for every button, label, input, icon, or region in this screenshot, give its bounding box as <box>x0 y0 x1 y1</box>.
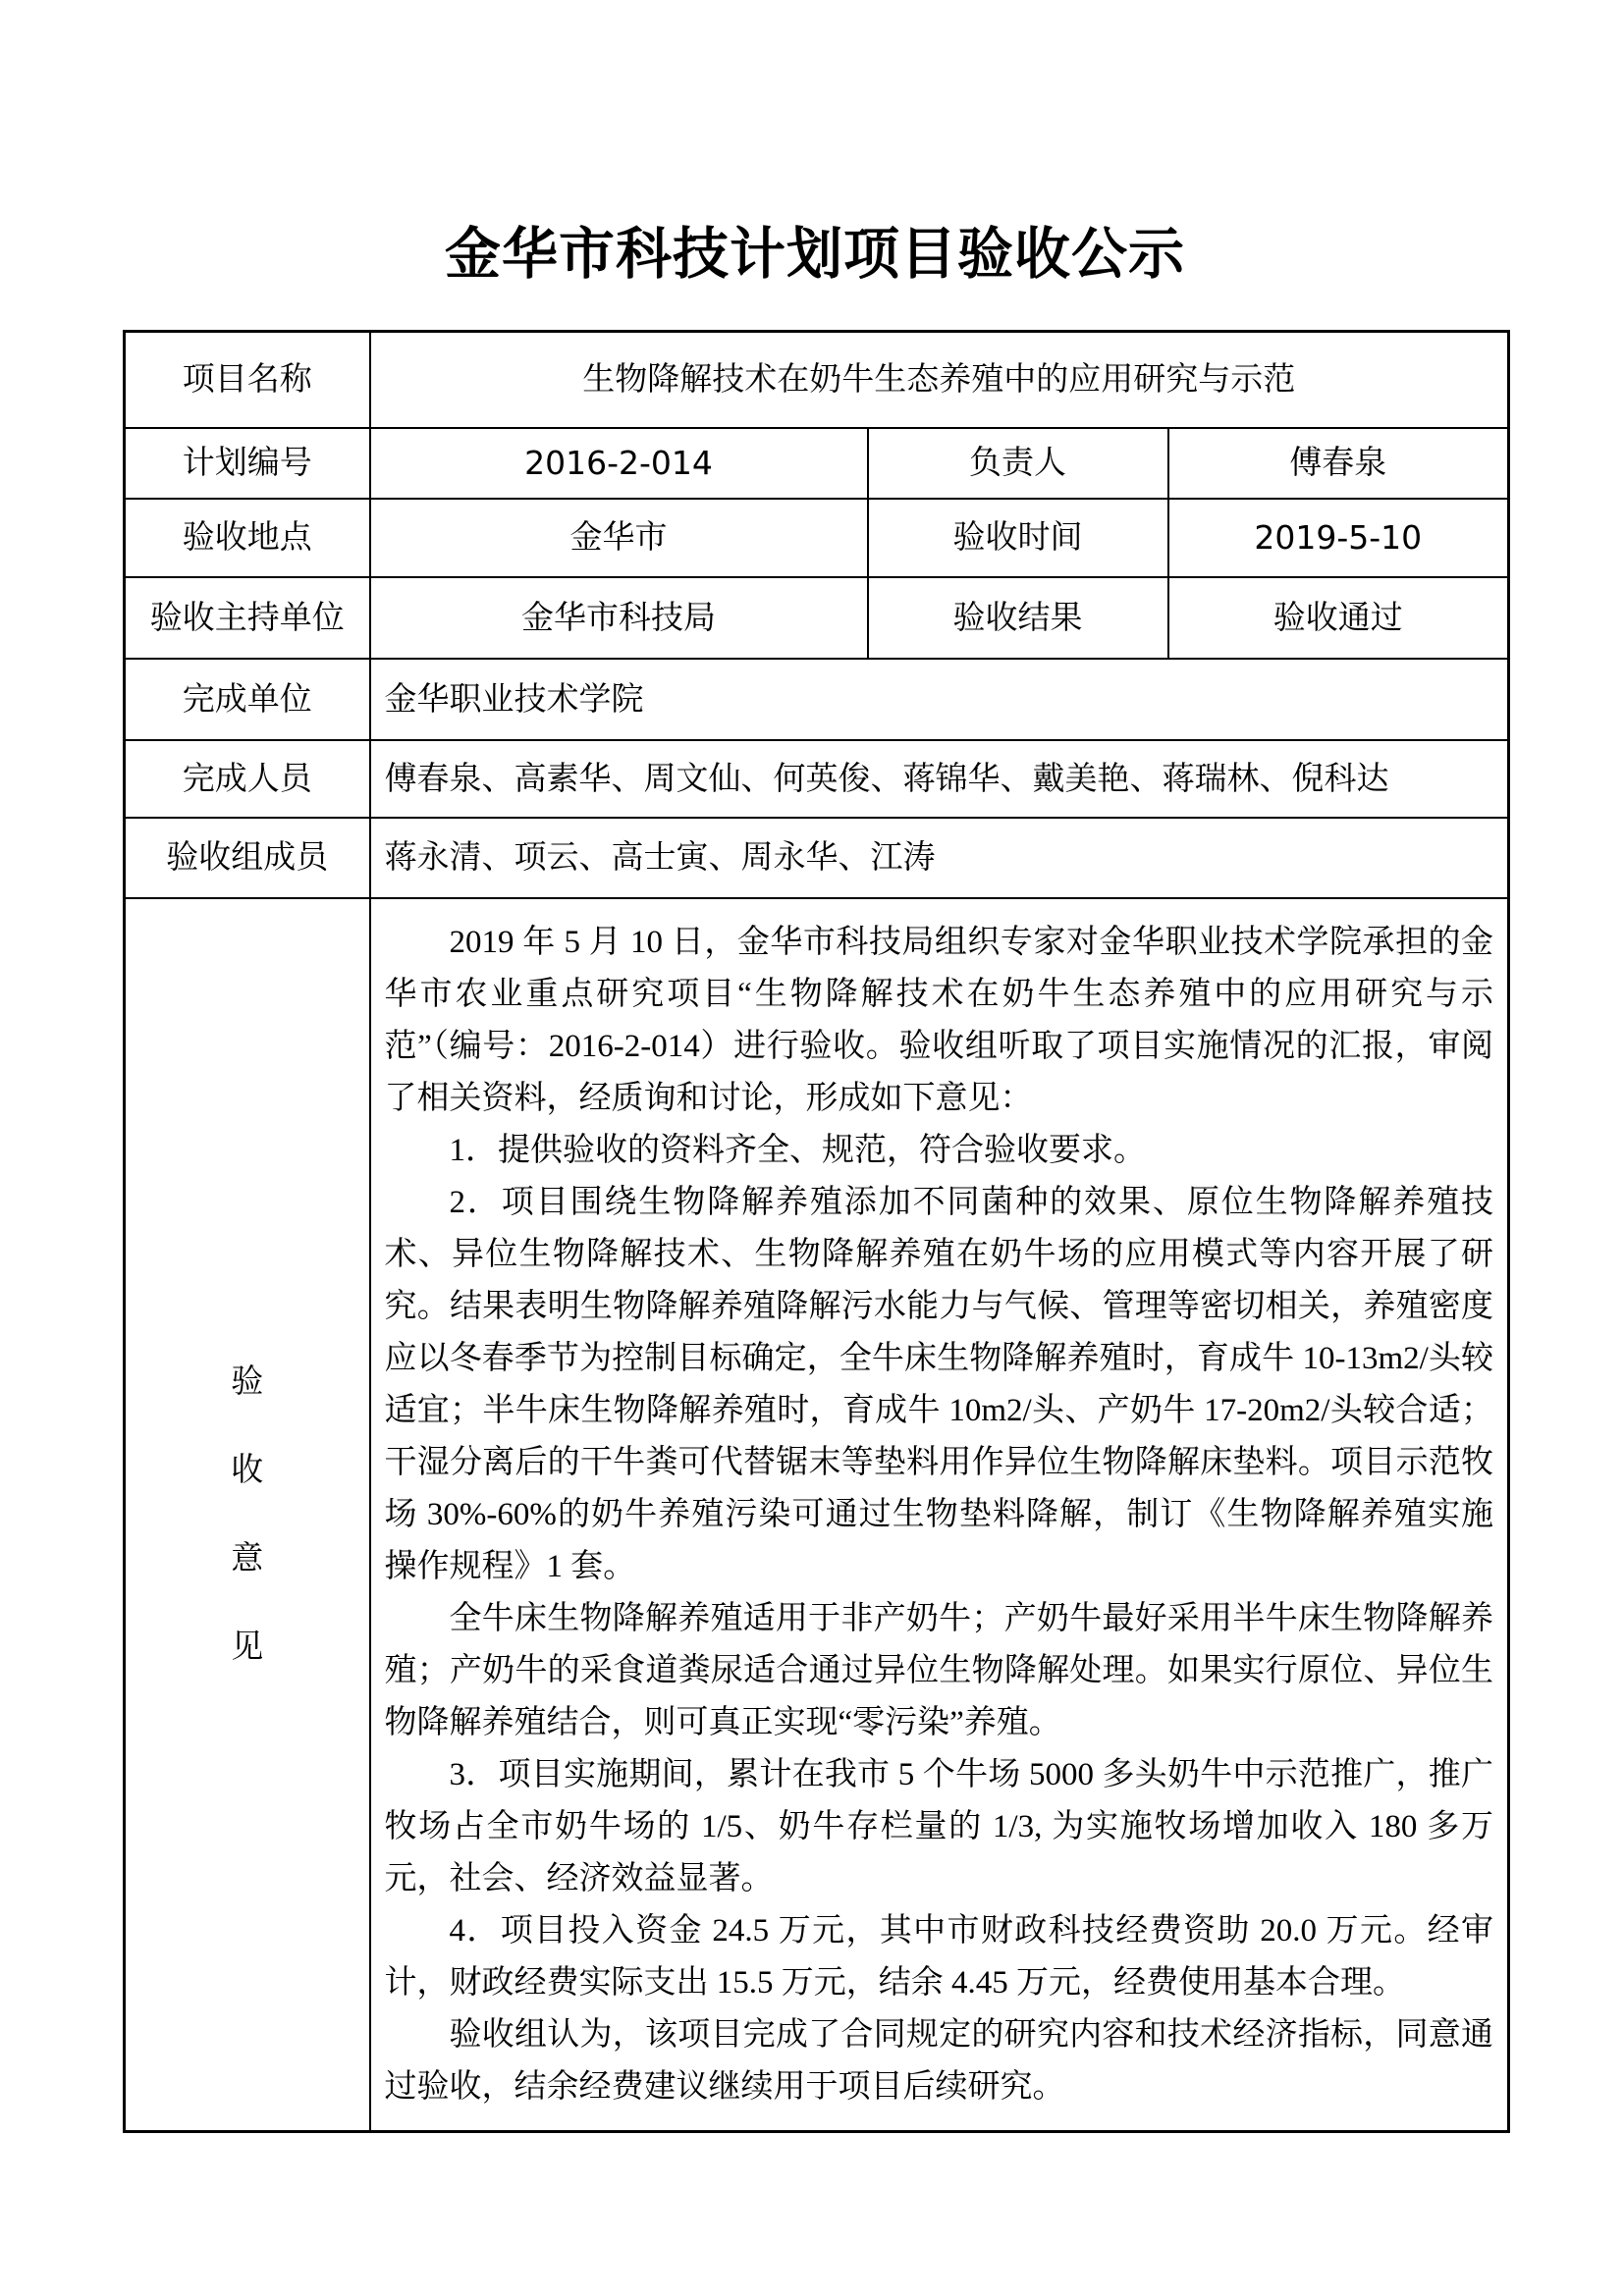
acceptance-place-value: 金华市 <box>370 499 868 577</box>
opinion-paragraph-item4: 4．项目投入资金 24.5 万元，其中市财政科技经费资助 20.0 万元。经审计，财政经费实际支出 15.5 万元，结余 4.45 万元，经费使用基本合理。 <box>384 1912 1494 2001</box>
acceptance-team-value: 蒋永清、项云、高士寅、周永华、江涛 <box>370 818 1509 898</box>
host-unit-label: 验收主持单位 <box>125 577 370 659</box>
opinion-paragraph-item2: 2．项目围绕生物降解养殖添加不同菌种的效果、原位生物降解养殖技术、异位生物降解技术、生物降解养殖在奶牛场的应用模式等内容开展了研究。结果表明生物降解养殖降解污水能力与气候、管理等密切相关，养殖密度应以冬春季节为控制目标确定，全牛床生物降解养殖时，育成牛 10-13m2/头较适宜；半牛床生物降解养殖时，育成牛 10m2/头、产奶牛 17-20m2/头较合适；干湿分离后的干牛粪可代替锯末等垫料用作异位生物降解床垫料。项目示范牧场 30%-60%的奶牛养殖污染可通过生物垫料降解，制订《生物降解养殖实施操作规程》1 套。 <box>384 1184 1494 1584</box>
opinion-paragraph-item2b: 全牛床生物降解养殖适用于非产奶牛；产奶牛最好采用半牛床生物降解养殖；产奶牛的采食道粪尿适合通过异位生物降解处理。如果实行原位、异位生物降解养殖结合，则可真正实现“零污染”养殖。 <box>384 1600 1494 1740</box>
acceptance-opinion-text <box>370 898 1509 2132</box>
acceptance-result-label: 验收结果 <box>868 577 1168 659</box>
opinion-paragraph-intro: 2019 年 5 月 10 日，金华市科技局组织专家对金华职业技术学院承担的金华市农业重点研究项目“生物降解技术在奶牛生态养殖中的应用研究与示范”（编号：2016-2-014）进行验收。验收组听取了项目实施情况的汇报，审阅了相关资料，经质询和讨论，形成如下意见： <box>384 924 1494 1116</box>
plan-number-value: 2016-2-014 <box>370 428 868 499</box>
completion-unit-label: 完成单位 <box>125 659 370 740</box>
opinion-label-char-4: 见 <box>231 1629 264 1665</box>
opinion-label-char-3: 意 <box>231 1540 264 1576</box>
completion-staff-value: 傅春泉、高素华、周文仙、何英俊、蒋锦华、戴美艳、蒋瑞林、倪科达 <box>370 740 1509 818</box>
plan-number-label: 计划编号 <box>125 428 370 499</box>
row-completion-unit <box>125 659 1509 740</box>
acceptance-time-label: 验收时间 <box>868 499 1168 577</box>
project-name-label: 项目名称 <box>125 332 370 429</box>
leader-value: 傅春泉 <box>1168 428 1509 499</box>
row-acceptance-opinion <box>125 898 1509 2132</box>
opinion-label-char-2: 收 <box>231 1452 264 1488</box>
row-host-unit <box>125 577 1509 659</box>
opinion-paragraph-item3: 3．项目实施期间，累计在我市 5 个牛场 5000 多头奶牛中示范推广，推广牧场占全市奶牛场的 1/5、奶牛存栏量的 1/3, 为实施牧场增加收入 180 多万元，社会、经济效益显著。 <box>384 1756 1494 1896</box>
row-acceptance-place <box>125 499 1509 577</box>
project-name-value: 生物降解技术在奶牛生态养殖中的应用研究与示范 <box>370 332 1509 429</box>
row-project-name <box>125 332 1509 429</box>
page-title: 金华市科技计划项目验收公示 <box>445 224 1185 286</box>
acceptance-opinion-label <box>125 898 370 2132</box>
acceptance-team-label: 验收组成员 <box>125 818 370 898</box>
opinion-paragraph-item1: 1．提供验收的资料齐全、规范，符合验收要求。 <box>449 1132 1146 1168</box>
acceptance-table <box>123 330 1510 2133</box>
completion-staff-label: 完成人员 <box>125 740 370 818</box>
row-completion-staff <box>125 740 1509 818</box>
leader-label: 负责人 <box>868 428 1168 499</box>
opinion-label-char-1: 验 <box>231 1363 264 1400</box>
row-acceptance-team <box>125 818 1509 898</box>
acceptance-time-value: 2019-5-10 <box>1168 499 1509 577</box>
opinion-paragraph-conclusion: 验收组认为，该项目完成了合同规定的研究内容和技术经济指标，同意通过验收，结余经费建议继续用于项目后续研究。 <box>384 2016 1494 2105</box>
vertical-label-stack <box>139 1365 355 1665</box>
row-plan-number <box>125 428 1509 499</box>
completion-unit-value: 金华职业技术学院 <box>370 659 1509 740</box>
host-unit-value: 金华市科技局 <box>370 577 868 659</box>
acceptance-result-value: 验收通过 <box>1168 577 1509 659</box>
acceptance-place-label: 验收地点 <box>125 499 370 577</box>
